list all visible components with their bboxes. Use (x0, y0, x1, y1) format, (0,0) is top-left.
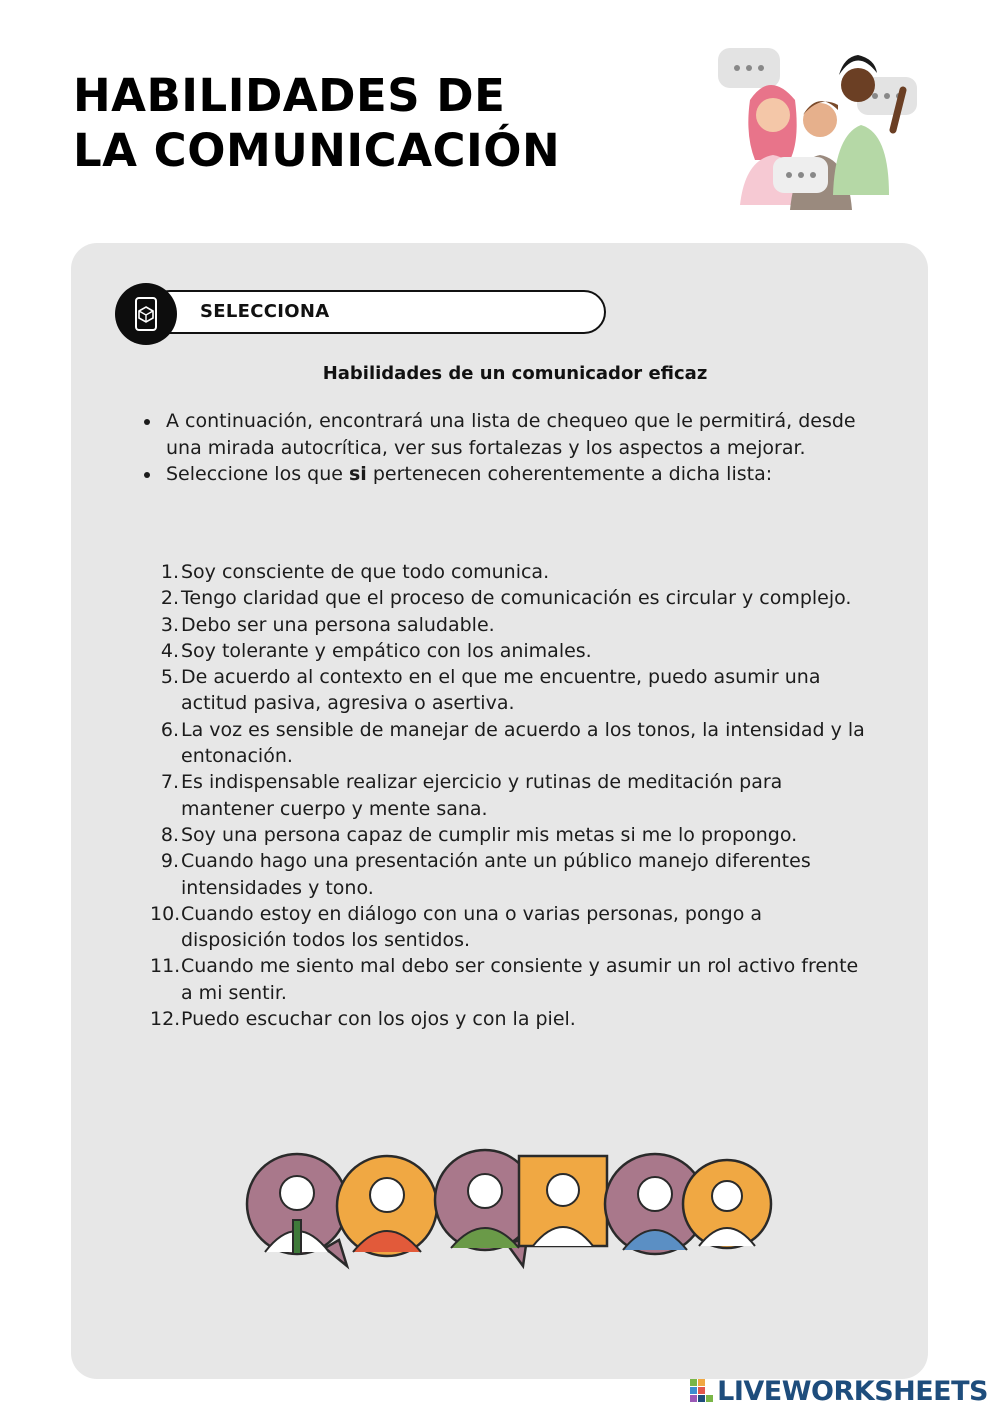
checklist-item[interactable] (150, 638, 870, 664)
item-number: 3. (160, 613, 179, 636)
checklist-item[interactable] (150, 848, 870, 901)
brand-name: LIVEWORKSHEETS (717, 1375, 988, 1407)
checklist-item[interactable] (150, 1006, 870, 1032)
instruction-text-after: pertenecen coherentemente a dicha lista: (366, 463, 773, 485)
item-text: Soy consciente de que todo comunica. (181, 561, 550, 583)
item-number: 8. (160, 823, 179, 846)
item-number: 1. (160, 561, 179, 583)
item-number: 6. (160, 718, 179, 741)
item-number: 7. (160, 771, 179, 794)
item-number: 5. (160, 666, 179, 689)
item-text: Tengo claridad que el proceso de comunicación es circular y complejo. (181, 587, 852, 610)
item-text: Soy una persona capaz de cumplir mis metas si me lo propongo. (181, 823, 798, 846)
subtitle: Habilidades de un comunicador eficaz (322, 363, 708, 384)
instruction-item (140, 461, 860, 488)
checklist-item[interactable] (150, 769, 870, 822)
instruction-text: A continuación, encontrará una lista de chequeo que le permitirá, desde una mirada autocrítica, ver sus fortalezas y los aspectos a mejorar. (166, 410, 856, 459)
checklist-item[interactable] (150, 953, 870, 1006)
checklist-item[interactable] (150, 822, 870, 848)
liveworksheets-logo-icon (689, 1378, 715, 1404)
item-text: Soy tolerante y empático con los animales. (181, 639, 592, 662)
instructions-list (140, 408, 860, 488)
item-text: Debo ser una persona saludable. (181, 613, 495, 636)
item-text: Cuando me siento mal debo ser consiente y asumir un rol activo frente a mi sentir. (181, 955, 859, 1004)
checklist (150, 559, 870, 1032)
item-text: Cuando estoy en diálogo con una o varias personas, pongo a disposición todos los sentidos. (181, 902, 763, 952)
instruction-emphasis: si (348, 463, 367, 485)
checklist-item[interactable] (150, 612, 870, 638)
people-talking-illustration (715, 45, 925, 210)
checklist-item[interactable] (150, 664, 870, 717)
people-avatars-illustration (245, 1148, 775, 1270)
title-line-2: LA COMUNICACIÓN (73, 124, 561, 177)
item-number: 12. (150, 1008, 181, 1031)
item-number: 4. (160, 639, 179, 662)
item-text: Es indispensable realizar ejercicio y rutinas de meditación para mantener cuerpo y mente sana. (181, 771, 783, 820)
checklist-item[interactable] (150, 717, 870, 770)
item-text: Puedo escuchar con los ojos y con la piel. (181, 1008, 576, 1031)
touch-screen-icon (115, 283, 177, 345)
checklist-item[interactable] (150, 901, 870, 954)
instruction-item (140, 408, 860, 461)
title-line-1: HABILIDADES DE (73, 69, 506, 122)
item-text: Cuando hago una presentación ante un público manejo diferentes intensidades y tono. (181, 850, 811, 899)
item-text: De acuerdo al contexto en el que me encuentre, puedo asumir una actitud pasiva, agresiva o asertiva. (181, 666, 821, 715)
item-number: 10. (150, 902, 181, 925)
item-text: La voz es sensible de manejar de acuerdo a los tonos, la intensidad y la entonación. (181, 718, 865, 768)
checklist-item[interactable] (150, 585, 870, 611)
brand-watermark (689, 1375, 988, 1407)
item-number: 2. (160, 587, 179, 610)
checklist-item[interactable] (150, 559, 870, 585)
section-label: SELECCIONA (200, 301, 330, 322)
instruction-text-before: Seleccione los que (166, 463, 349, 485)
page-title (73, 68, 560, 178)
item-number: 9. (160, 850, 179, 873)
item-number: 11. (150, 955, 181, 978)
